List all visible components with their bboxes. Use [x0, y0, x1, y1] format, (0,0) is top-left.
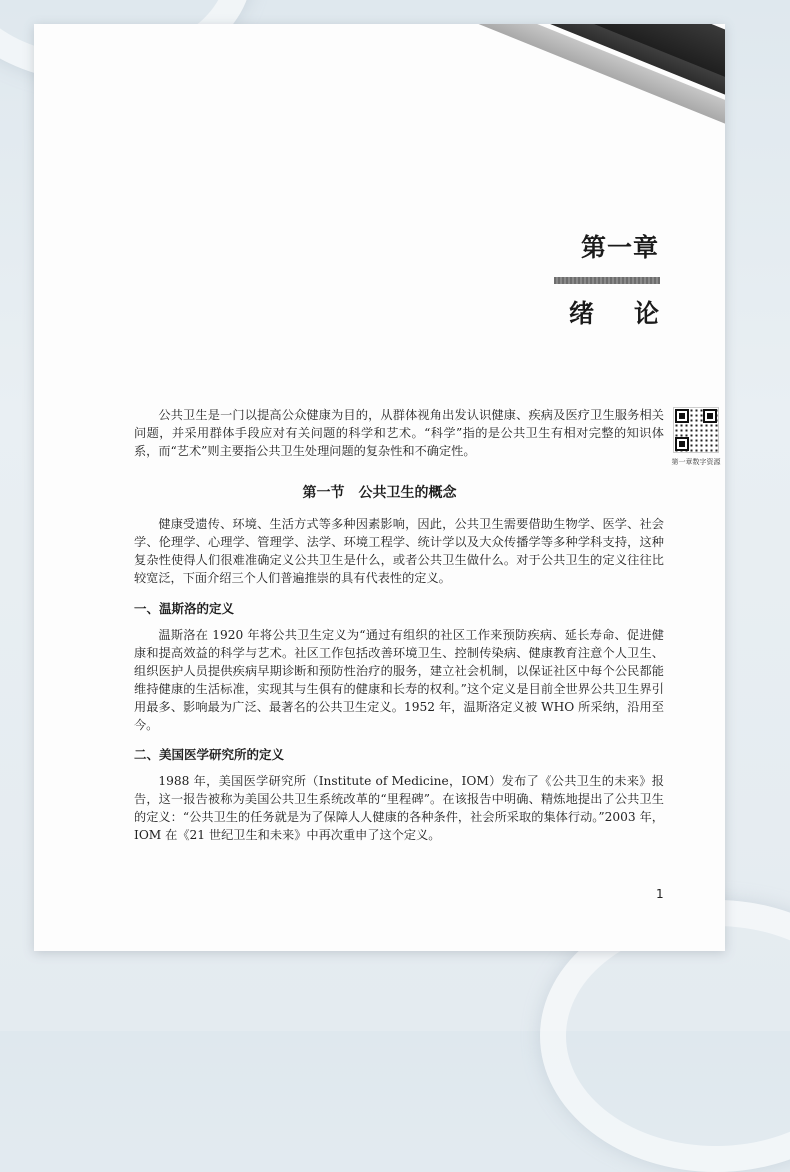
subsection-paragraph-iom: 1988 年，美国医学研究所（Institute of Medicine，IOM）发布了《公共卫生的未来》报告，这一报告被称为美国公共卫生系统改革的“里程碑”。在该报告中明确、精炼地提出了公共卫生的定义：“公共卫生的任务就是为了保障人人健康的各种条件，社会所采取的集体行动。”2003 年，IOM 在《21 世纪卫生和未来》中再次重申了这个定义。	[134, 774, 664, 842]
qr-eye-icon	[675, 437, 689, 451]
book-page	[34, 24, 725, 951]
subsection-title-iom: 二、美国医学研究所的定义	[134, 747, 285, 762]
qr-code[interactable]	[673, 407, 719, 453]
qr-caption: 第一章数字资源	[671, 458, 721, 466]
qr-eye-icon	[703, 409, 717, 423]
intro-paragraph: 公共卫生是一门以提高公众健康为目的，从群体视角出发认识健康、疾病及医疗卫生服务相关问题，并采用群体手段应对有关问题的科学和艺术。“科学”指的是公共卫生有相对完整的知识体系，而“艺术”则主要指公共卫生处理问题的复杂性和不确定性。	[134, 408, 664, 458]
subsection-title-winslow: 一、温斯洛的定义	[134, 601, 235, 616]
subsection-paragraph-winslow: 温斯洛在 1920 年将公共卫生定义为“通过有组织的社区工作来预防疾病、延长寿命、促进健康和提高效益的科学与艺术。社区工作包括改善环境卫生、控制传染病、健康教育注意个人卫生、组织医护人员提供疾病早期诊断和预防性治疗的服务，建立社会机制，以保证社区中每个公民都能维持健康的生活标准，实现其与生俱有的健康和长寿的权利。”这个定义是目前全世界公共卫生界引用最多、影响最为广泛、最著名的公共卫生定义。1952 年，温斯洛定义被 WHO 所采纳，沿用至今。	[134, 628, 664, 732]
chapter-divider	[554, 277, 660, 284]
section-title: 第一节 公共卫生的概念	[302, 485, 457, 501]
qr-eye-icon	[675, 409, 689, 423]
chapter-title: 绪论	[568, 299, 699, 328]
chapter-number: 第一章	[580, 233, 659, 262]
page-number: 1	[656, 887, 664, 901]
section-paragraph: 健康受遗传、环境、生活方式等多种因素影响，因此，公共卫生需要借助生物学、医学、社会学、伦理学、心理学、管理学、法学、环境工程学、统计学以及大众传播学等多种学科支持，这种复杂性使得人们很难准确定义公共卫生是什么，或者公共卫生做什么。对于公共卫生的定义往往比较宽泛，下面介绍三个人们普遍推崇的具有代表性的定义。	[134, 517, 664, 585]
